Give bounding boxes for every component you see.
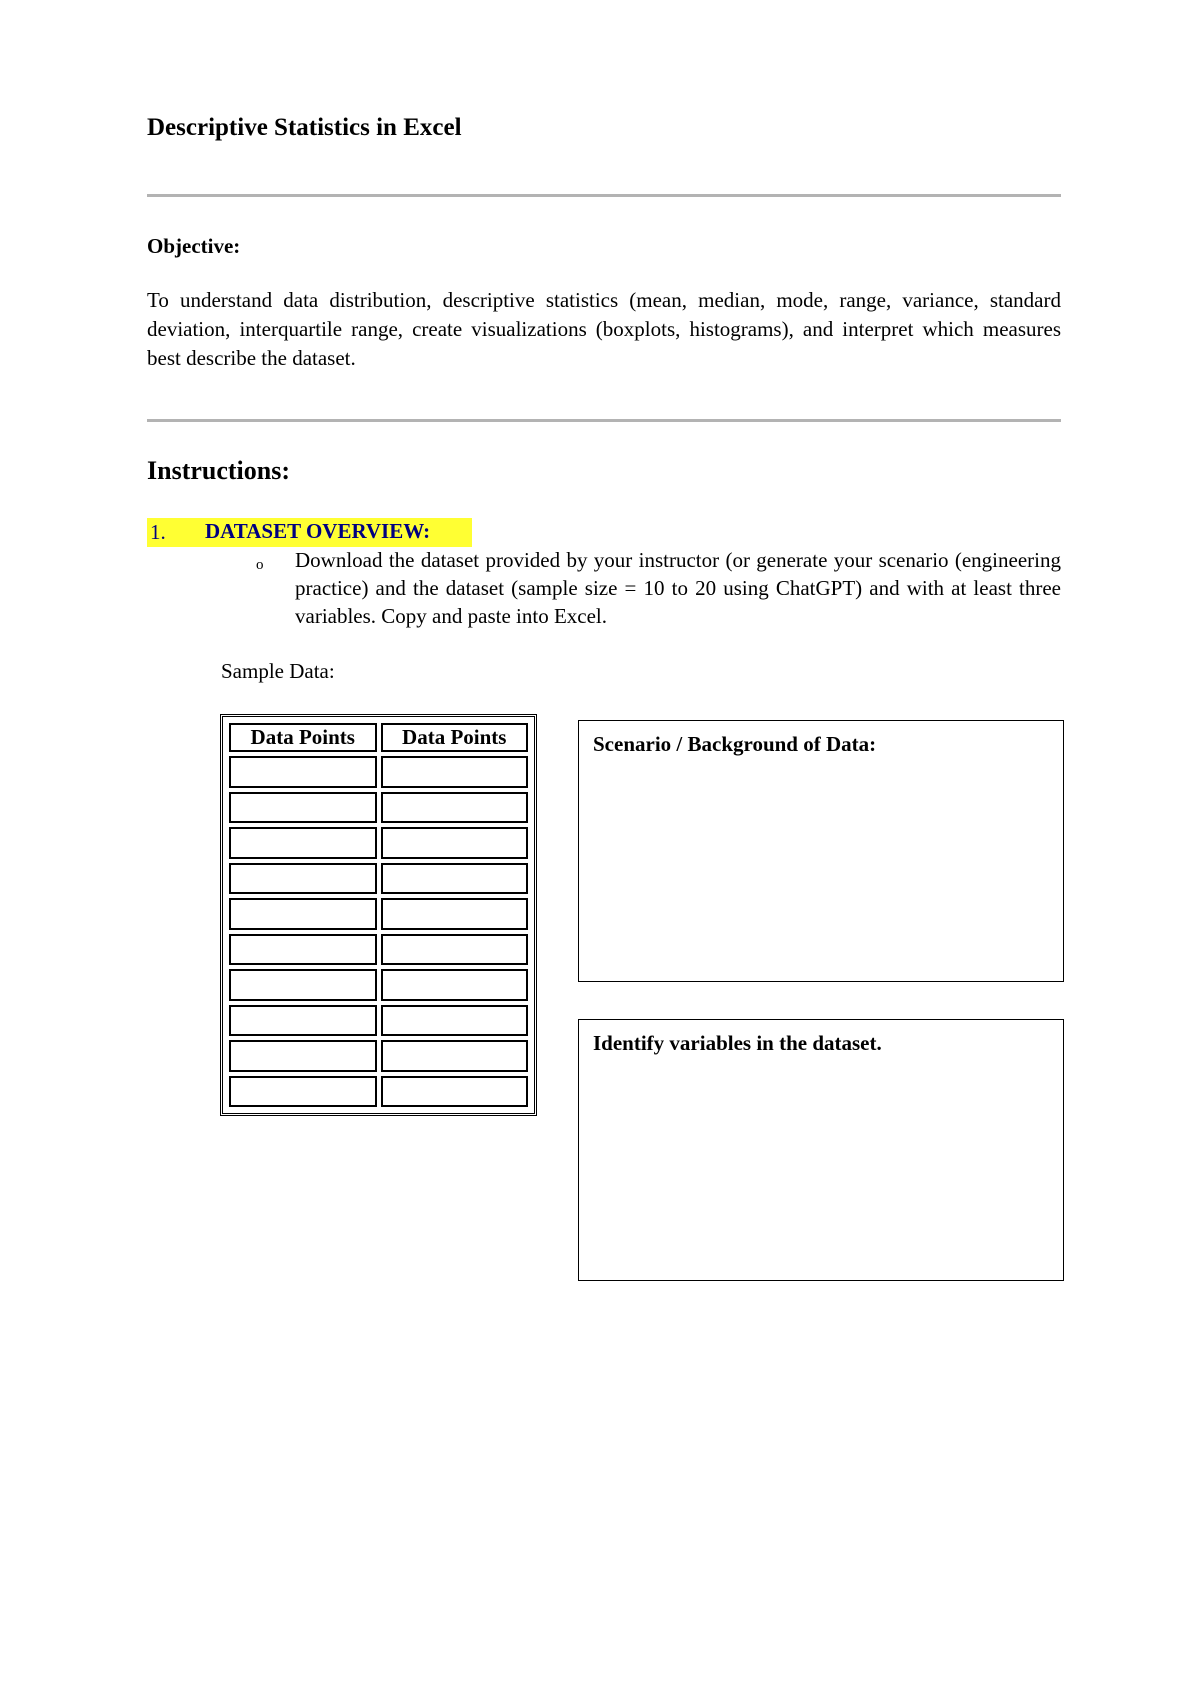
table-cell[interactable] (229, 792, 377, 824)
table-cell[interactable] (229, 1076, 377, 1108)
step-title: DATASET OVERVIEW: (205, 519, 431, 543)
column-header: Data Points (229, 723, 377, 752)
table-row (229, 969, 528, 1001)
table-cell[interactable] (229, 863, 377, 895)
variables-label: Identify variables in the dataset. (593, 1031, 882, 1055)
table-row (229, 1040, 528, 1072)
horizontal-divider-bottom (147, 419, 1061, 422)
table-cell[interactable] (381, 827, 529, 859)
table-cell[interactable] (229, 1040, 377, 1072)
step-number: 1. (150, 520, 166, 544)
objective-text: To understand data distribution, descriptive statistics (mean, median, mode, range, variance, standard deviation, interquartile range, create visualizations (boxplots, histograms), and interpret which measures best describe the dataset. (147, 288, 1061, 370)
objective-heading: Objective: (147, 234, 241, 258)
table-cell[interactable] (381, 1005, 529, 1037)
table-cell[interactable] (381, 792, 529, 824)
table-cell[interactable] (381, 934, 529, 966)
table-row (229, 1005, 528, 1037)
column-header: Data Points (381, 723, 529, 752)
table-row (229, 863, 528, 895)
table-row (229, 898, 528, 930)
table-row (229, 792, 528, 824)
scenario-box[interactable] (578, 720, 1064, 982)
table-cell[interactable] (229, 898, 377, 930)
table-cell[interactable] (381, 863, 529, 895)
table-cell[interactable] (381, 898, 529, 930)
table-cell[interactable] (381, 1040, 529, 1072)
table-body (229, 756, 528, 1107)
horizontal-divider-top (147, 194, 1061, 197)
table-cell[interactable] (381, 1076, 529, 1108)
scenario-label: Scenario / Background of Data: (593, 732, 877, 756)
table-cell[interactable] (229, 827, 377, 859)
table-cell[interactable] (381, 969, 529, 1001)
table-cell[interactable] (381, 756, 529, 788)
step-bullet-text: Download the dataset provided by your instructor (or generate your scenario (engineering practice) and the dataset (sample size = 10 to 20 using ChatGPT) and with at least three variables. Copy and paste into Excel. (295, 548, 1061, 628)
variables-box[interactable] (578, 1019, 1064, 1281)
instructions-heading: Instructions: (147, 456, 291, 485)
table-row (229, 756, 528, 788)
table-cell[interactable] (229, 756, 377, 788)
sample-data-table (220, 714, 537, 1116)
table-cell[interactable] (229, 934, 377, 966)
bullet-circle-icon: o (256, 557, 264, 573)
table-cell[interactable] (229, 969, 377, 1001)
table-row (229, 1076, 528, 1108)
table-row (229, 827, 528, 859)
document-title: Descriptive Statistics in Excel (147, 114, 462, 141)
sample-data-label: Sample Data: (221, 659, 335, 683)
table-cell[interactable] (229, 1005, 377, 1037)
table-row (229, 934, 528, 966)
